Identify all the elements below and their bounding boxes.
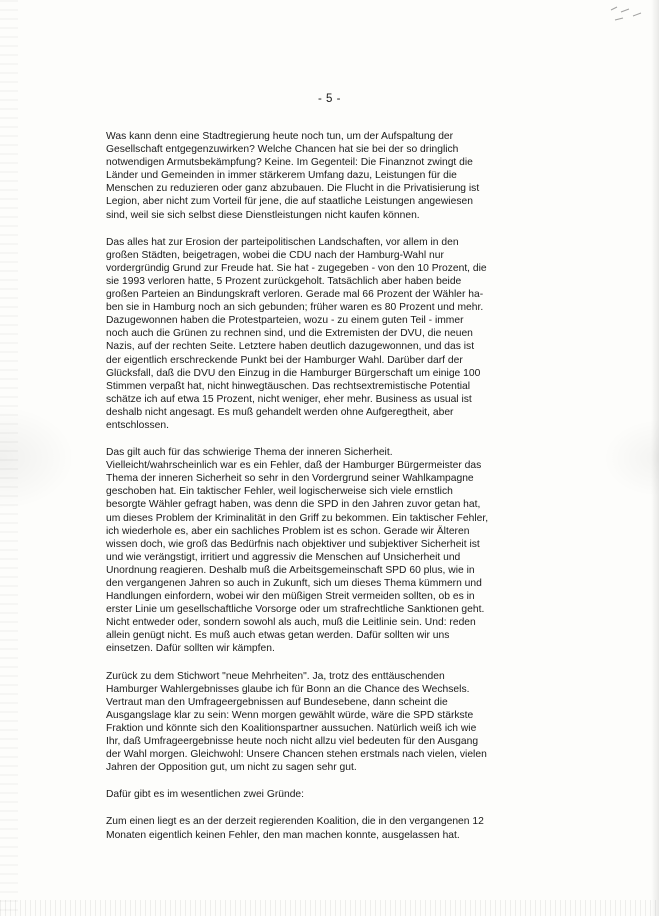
paragraph-4 [106,670,536,775]
text-line: erster Linie um gesellschaftliche Vorsorge oder um strafrechtliche Sanktionen geht. [106,604,485,616]
text-line: Was kann denn eine Stadtregierung heute noch tun, um der Aufspaltung der [106,131,454,142]
text-line: Zurück zu dem Stichwort "neue Mehrheiten". Ja, trotz des enttäuschenden [106,670,445,682]
text-line: Vielleicht/wahrscheinlich war es ein Fehler, daß der Hamburger Bürgermeister das [106,460,482,472]
body-text [106,130,536,856]
text-line: Länder und Gemeinden in immer stärkerem Umfang dazu, Leistungen für die [106,170,457,182]
text-line: sie 1993 verloren hatte, 5 Prozent zurückgeholt. Tatsächlich aber haben beide [106,275,462,287]
text-line: Monaten eigentlich keinen Fehler, den man machen konnte, ausgelassen hat. [106,829,460,841]
text-line: Ihr, daß Umfrageergebnisse heute noch nicht allzu viel bedeuten für den Ausgang [106,736,479,748]
text-line: schätze ich auf etwa 15 Prozent, nicht weniger, eher mehr. Business as usual ist [106,393,472,405]
text-line: Jahren der Opposition gut, um nicht zu sagen sehr gut. [106,762,357,774]
text-line: Zum einen liegt es an der derzeit regierenden Koalition, die in den vergangenen 12 [106,816,484,828]
text-line: Nazis, auf der rechten Seite. Letztere haben deutlich dazugewonnen, und das ist [106,341,475,353]
text-line: und wie verängstigt, irritiert und aggressiv die Menschen auf Unsicherheit und [106,551,461,563]
text-line: Hamburger Wahlergebnisses glaube ich für Bonn an die Chance des Wechsels. [106,683,470,695]
text-line: Das alles hat zur Erosion der parteipolitischen Landschaften, vor allem in den [106,236,459,248]
text-line: Legion, aber nicht zum Vorteil für jene, die auf staatliche Leistungen angewiesen [106,196,473,208]
text-line: Gesellschaft entgegenzuwirken? Welche Chancen hat sie bei der so dringlich [106,144,459,156]
text-line: großen Städten, beigetragen, wobei die CDU nach der Hamburg-Wahl nur [106,249,444,261]
text-line: notwendigen Armutsbekämpfung? Keine. Im Gegenteil: Die Finanznot zwingt die [106,157,473,169]
text-line: Handlungen einfordern, wobei wir den müßigen Streit vermeiden sollten, ob es in [106,591,475,603]
text-line: Fraktion und könnte sich den Koalitionspartner aussuchen. Natürlich weiß ich wie [106,722,477,734]
text-line: noch auch die Grünen zu rechnen sind, und die Extremisten der DVU, die neuen [106,328,473,340]
paragraph-6 [106,815,536,841]
text-line: besorgte Wähler gefragt haben, was denn die SPD in den Jahren zuvor getan hat, [106,499,481,511]
scan-edge-left [0,0,18,916]
text-line: entschlossen. [106,419,169,431]
text-line: deshalb nicht angesagt. Es muß gehandelt werden ohne Aufgeregtheit, aber [106,406,454,418]
text-line: Dazugewonnen haben die Protestparteien, wozu - zu einem guten Teil - immer [106,315,464,327]
paragraph-2 [106,236,536,432]
text-line: einsetzen. Dafür sollten wir kämpfen. [106,643,275,655]
text-line: Stimmen verpaßt hat, nicht hinwegtäuschen. Das rechtsextremistische Potential [106,380,470,392]
text-line: vordergründig Grund zur Freude hat. Sie hat - zugegeben - von den 10 Prozent, die [106,262,487,274]
text-line: ben sie in Hamburg noch an sich gebunden; früher waren es 80 Prozent und mehr. [106,302,484,314]
text-line: Menschen zu reduzieren oder ganz abzubauen. Die Flucht in die Privatisierung ist [106,183,480,195]
text-line: Ausgangslage klar zu sein: Wenn morgen gewählt würde, wäre die SPD stärkste [106,709,474,721]
text-line: sind, weil sie sich selbst diese Dienstleistungen nicht kaufen können. [106,209,420,221]
scan-corner-mark [607,4,647,26]
text-line: Das gilt auch für das schwierige Thema der inneren Sicherheit. [106,447,393,459]
text-line: der eigentlich erschreckende Punkt bei der Hamburger Wahl. Darüber darf der [106,354,463,366]
text-line: allein genügt nicht. Es muß auch etwas getan werden. Dafür sollten wir uns [106,630,450,642]
text-line: großen Parteien an Bindungskraft verloren. Gerade mal 66 Prozent der Wähler ha- [106,289,484,301]
scan-edge-bottom [0,900,659,916]
paragraph-5 [106,788,536,801]
text-line: Thema der inneren Sicherheit so sehr in den Vordergrund seiner Wahlkampagne [106,473,474,485]
paragraph-1 [106,130,536,222]
paragraph-3 [106,446,536,656]
scan-edge-right [651,0,659,916]
text-line: ich wiederhole es, aber ein sachliches Problem ist es schon. Gerade wir Älteren [106,525,470,537]
text-line: Nicht entweder oder, sondern sowohl als auch, muß die Leitlinie sein. Und: reden [106,617,476,629]
text-line: Unordnung reagieren. Deshalb muß die Arbeitsgemeinschaft SPD 60 plus, wie in [106,564,475,576]
text-line: geschoben hat. Ein taktischer Fehler, weil logischerweise sich viele ernstlich [106,486,453,498]
text-line: Glücksfall, daß die DVU den Einzug in die Hamburger Bürgerschaft um einige 100 [106,367,481,379]
text-line: Dafür gibt es im wesentlichen zwei Gründe: [106,789,305,801]
text-line: um dieses Problem der Kriminalität in den Griff zu bekommen. Ein taktischer Fehler, [106,512,489,524]
text-line: Vertraut man den Umfrageergebnissen auf Bundesebene, dann scheint die [106,696,448,708]
text-line: den vergangenen Jahren so auch in Zukunft, sich um dieses Thema kümmern und [106,578,482,589]
page-number: - 5 - [318,93,341,105]
text-line: wissen doch, wie groß das Bedürfnis nach objektiver und subjektiver Sicherheit ist [106,538,480,550]
text-line: der Wahl morgen. Gleichwohl: Unsere Chancen stehen erstmals nach vielen, vielen [106,749,487,761]
